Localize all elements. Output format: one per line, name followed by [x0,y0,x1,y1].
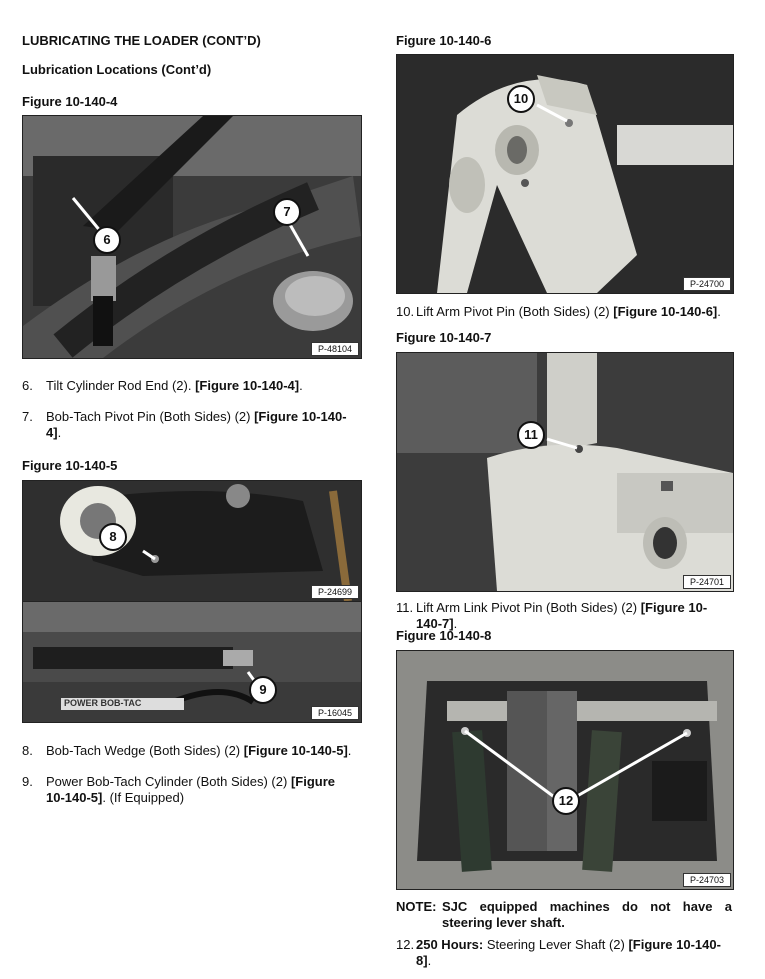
list-item-10 [396,304,746,320]
list-item-6 [22,378,362,394]
item-text: Lift Arm Link Pivot Pin (Both Sides) (2) [416,600,641,615]
item-number: 9. [22,774,33,789]
item-text: Tilt Cylinder Rod End (2). [46,378,196,393]
item-tail: . [427,953,432,968]
callout-8: 8 [99,523,127,551]
interval-label: 250 Hours: [416,937,484,952]
photo-code: P-24703 [683,873,731,887]
item-tail: . (If Equipped) [102,790,185,805]
figure-reference: [Figure 10-140-6] [613,304,718,319]
figure-5-title: Figure 10-140-5 [22,458,118,473]
figure-reference-cont: 4] [46,425,58,440]
figure-reference: [Figure 10-140-4] [195,378,300,393]
figure-8-photo [396,650,734,890]
item-number: 12. [396,937,415,952]
photo-code: P-16045 [311,706,359,720]
callout-6: 6 [93,226,121,254]
item-text: Power Bob-Tach Cylinder (Both Sides) (2) [46,774,291,789]
figure-5-photo-bottom [22,601,362,723]
decal-text: POWER BOB-TAC [61,698,184,710]
figure-7-photo [396,352,734,592]
figure-4-photo [22,115,362,359]
item-number: 11. [396,600,414,615]
figure-reference-cont: 10-140-5] [46,790,103,805]
note-label: NOTE: [396,899,437,914]
note-line-1: SJC equipped machines do not have a [442,899,732,914]
callout-9: 9 [249,676,277,704]
subsection-title: Lubrication Locations (Cont’d) [22,62,212,77]
callout-10: 10 [507,85,535,113]
figure-reference: [Figure 10-140- [628,937,721,952]
item-text: Bob-Tach Pivot Pin (Both Sides) (2) [46,409,255,424]
figure-8-title: Figure 10-140-8 [396,628,492,643]
item-text: Steering Lever Shaft (2) [483,937,629,952]
item-number: 7. [22,409,33,424]
figure-reference-cont: 140-7] [416,616,454,631]
figure-reference-cont: 8] [416,953,428,968]
photo-code: P-24701 [683,575,731,589]
callout-11: 11 [517,421,545,449]
figure-5-photo-top [22,480,362,602]
item-text: Bob-Tach Wedge (Both Sides) (2) [46,743,244,758]
figure-reference: [Figure [290,774,335,789]
figure-6-title: Figure 10-140-6 [396,33,492,48]
figure-reference: [Figure 10-140- [254,409,347,424]
callout-7: 7 [273,198,301,226]
item-number: 6. [22,378,33,393]
item-tail: . [717,304,721,319]
item-number: 10. [396,304,415,319]
list-item-9 [22,774,362,808]
item-tail: . [453,616,458,631]
figure-reference: [Figure 10-140-5] [243,743,348,758]
note-line-2: steering lever shaft. [442,915,565,930]
item-tail: . [299,378,303,393]
list-item-8 [22,743,362,759]
figure-reference: [Figure 10- [640,600,708,615]
photo-code: P-24699 [311,585,359,599]
photo-code: P-48104 [311,342,359,356]
photo-code: P-24700 [683,277,731,291]
note [396,899,732,933]
callout-12: 12 [552,787,580,815]
section-title: LUBRICATING THE LOADER (CONT’D) [22,33,261,48]
list-item-7 [22,409,362,443]
figure-6-photo [396,54,734,294]
figure-7-title: Figure 10-140-7 [396,330,492,345]
item-number: 8. [22,743,33,758]
item-tail: . [57,425,62,440]
figure-4-title: Figure 10-140-4 [22,94,118,109]
list-item-12 [396,937,746,971]
item-text: Lift Arm Pivot Pin (Both Sides) (2) [416,304,614,319]
item-tail: . [347,743,352,758]
